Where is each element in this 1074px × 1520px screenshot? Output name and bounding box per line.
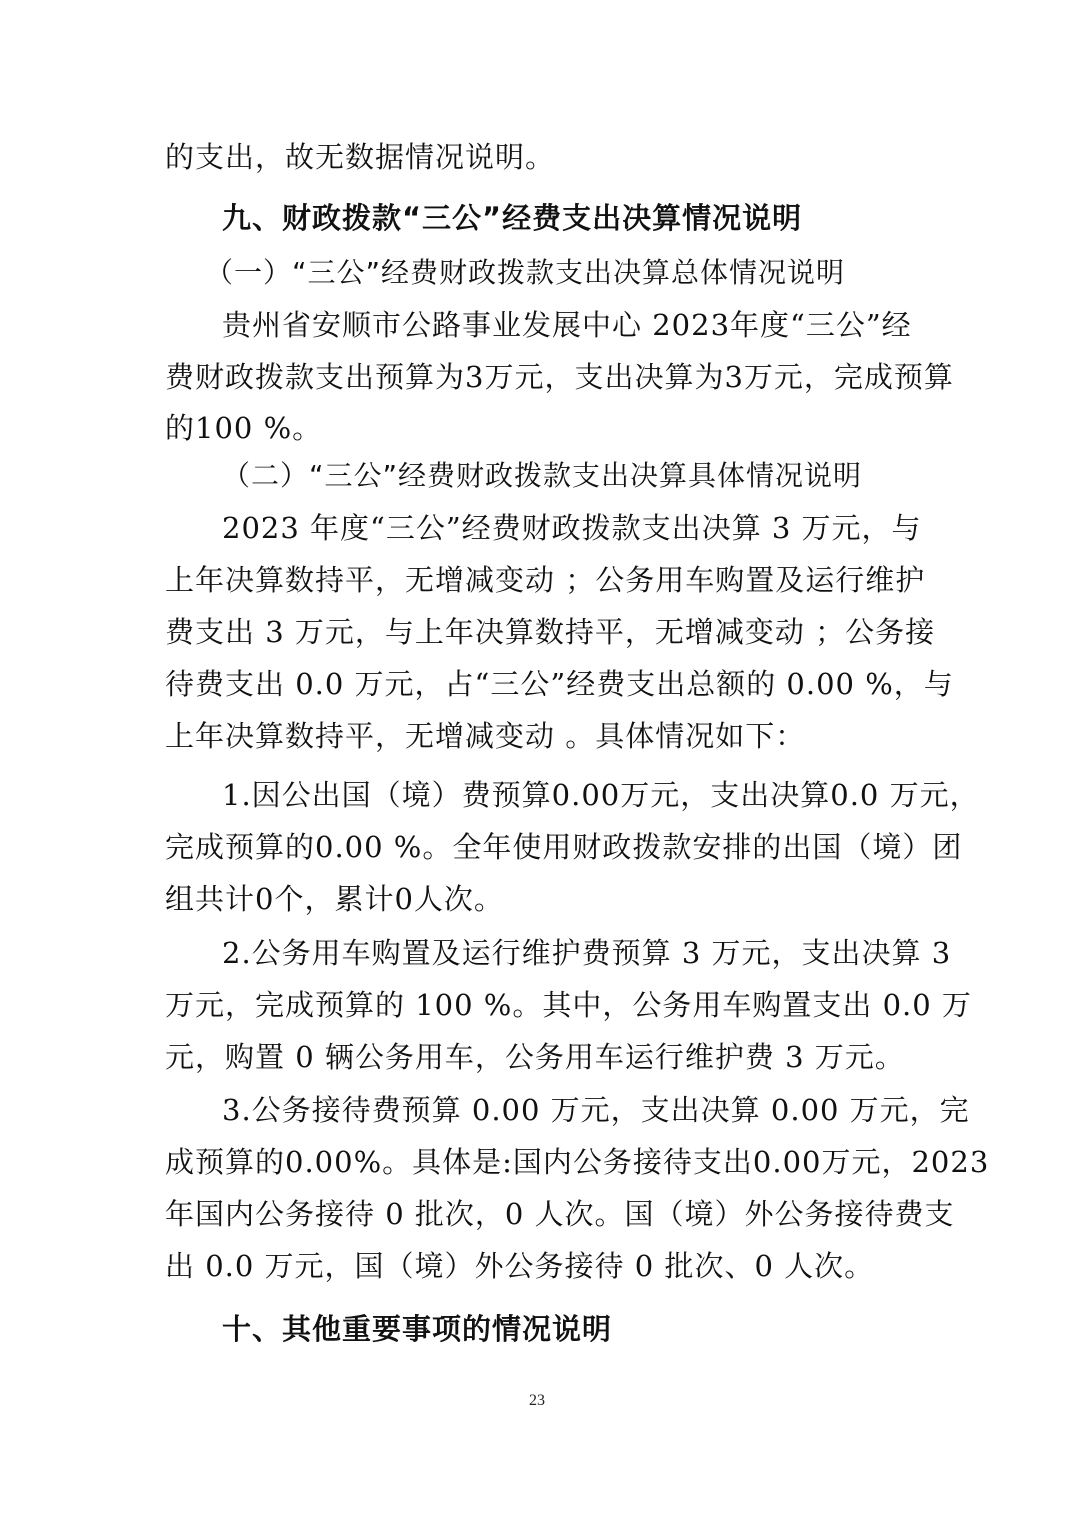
subsection-heading-2: （二）“三公”经费财政拨款支出决算具体情况说明 xyxy=(222,459,863,492)
paragraph-line: 待费支出 0.0 万元，占“三公”经费支出总额的 0.00 %，与 xyxy=(165,667,954,701)
paragraph-line: 上年决算数持平，无增减变动 ；公务用车购置及运行维护 xyxy=(165,563,926,597)
subsection-heading-1: （一）“三公”经费财政拨款支出决算总体情况说明 xyxy=(205,256,846,289)
paragraph-line: 2.公务用车购置及运行维护费预算 3 万元，支出决算 3 xyxy=(222,936,952,970)
paragraph-line: 1.因公出国（境）费预算0.00万元，支出决算0.0 万元， xyxy=(222,778,980,812)
paragraph-line: 元，购置 0 辆公务用车，公务用车运行维护费 3 万元。 xyxy=(165,1040,905,1074)
paragraph-line: 组共计0个，累计0人次。 xyxy=(165,882,504,916)
section-heading-10: 十、其他重要事项的情况说明 xyxy=(222,1312,613,1346)
section-heading-9: 九、财政拨款“三公”经费支出决算情况说明 xyxy=(222,201,803,235)
paragraph-line: 的支出，故无数据情况说明。 xyxy=(165,140,556,174)
paragraph-line: 3.公务接待费预算 0.00 万元，支出决算 0.00 万元，完 xyxy=(222,1093,970,1127)
paragraph-line: 费支出 3 万元，与上年决算数持平，无增减变动 ；公务接 xyxy=(165,615,936,649)
paragraph-line: 的100 %。 xyxy=(165,411,323,445)
paragraph-line: 上年决算数持平，无增减变动 。具体情况如下： xyxy=(165,719,806,753)
paragraph-line: 2023 年度“三公”经费财政拨款支出决算 3 万元，与 xyxy=(222,511,922,545)
paragraph-line: 贵州省安顺市公路事业发展中心 2023年度“三公”经 xyxy=(222,308,912,342)
paragraph-line: 万元，完成预算的 100 %。其中，公务用车购置支出 0.0 万 xyxy=(165,988,972,1022)
paragraph-line: 年国内公务接待 0 批次，0 人次。国（境）外公务接待费支 xyxy=(165,1197,955,1231)
paragraph-line: 完成预算的0.00 %。全年使用财政拨款安排的出国（境）团 xyxy=(165,830,963,864)
paragraph-line: 出 0.0 万元，国（境）外公务接待 0 批次、0 人次。 xyxy=(165,1249,875,1283)
paragraph-line: 费财政拨款支出预算为3万元，支出决算为3万元，完成预算 xyxy=(165,360,954,394)
page-number: 23 xyxy=(529,1392,545,1409)
paragraph-line: 成预算的0.00%。具体是:国内公务接待支出0.00万元，2023 xyxy=(165,1145,990,1179)
